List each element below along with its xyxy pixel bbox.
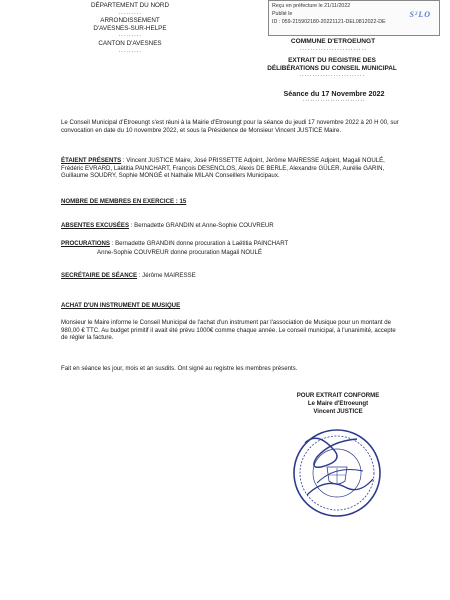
separator-dots: ········· xyxy=(118,32,142,40)
mayor-name: Vincent JUSTICE xyxy=(313,408,363,415)
publication-date: Publié le xyxy=(272,11,293,17)
slo-logo-icon: S²LO xyxy=(409,10,431,19)
header-administrative-block xyxy=(70,2,190,55)
separator-dots: ························· xyxy=(299,46,367,53)
commune-title: COMMUNE D'ETROEUNGT xyxy=(290,38,376,45)
secretary-label: SECRÉTAIRE DE SÉANCE xyxy=(61,272,138,279)
members-count-heading: NOMBRE DE MEMBRES EN EXERCICE : 15 xyxy=(61,198,187,205)
session-date-title: Séance du 17 Novembre 2022 xyxy=(283,89,385,98)
extract-title-line1: EXTRAIT DU REGISTRE DES xyxy=(288,57,376,64)
absent-members-label: ABSENTES EXCUSÉES xyxy=(61,222,130,229)
certified-extract-label: POUR EXTRAIT CONFORME xyxy=(296,392,380,399)
present-members-list: : Vincent JUSTICE Maire, José PRISSETTE Adjoint, Jérôme MAIRESSE Adjoint, Magali NOULÉ, Frédéric EVRARD, Laëtitia PAINCHART, François DESENCLOS, Alexis DE BERLE, Alexandre GÜLER, Aurélie GARIN, Guillaume SOUDRY, Sophie MONGÉ et Nathalie MILAN Conseillers Municipaux. xyxy=(61,157,385,179)
present-members-label: ÉTAIENT PRÉSENTS xyxy=(61,157,122,164)
proxies-paragraph xyxy=(61,240,403,248)
separator-dots: ········· xyxy=(118,9,142,17)
proxy-line-2: Anne-Sophie COUVREUR donne procuration Magali NOULÉ xyxy=(97,249,262,256)
signature-block xyxy=(268,392,408,416)
extract-title-block xyxy=(242,57,422,80)
deliberation-text: Monsieur le Maire informe le Conseil Municipal de l'achat d'un instrument par l'association de Musique pour un montant de 980,00 € TTC. Au budget primitif il avait été prévu 1000€ comme chaque année. Le conseil municipal, à l'unanimité, accepte de régler la facture. xyxy=(61,319,396,341)
closing-statement: Fait en séance les jour, mois et an susdits. Ont signé au registre les membres présents. xyxy=(61,365,298,372)
receipt-date: Reçu en préfecture le 21/11/2022 xyxy=(272,3,351,9)
secretary-paragraph xyxy=(61,272,403,280)
mayor-title: Le Maire d'Etroeungt xyxy=(307,400,369,407)
deliberation-title: ACHAT D'UN INSTRUMENT DE MUSIQUE xyxy=(61,302,181,309)
act-id: ID : 059-215902180-20221121-DEL0812022-DE xyxy=(272,19,386,25)
present-members-paragraph xyxy=(61,157,403,180)
separator-dots: ························· xyxy=(302,98,366,104)
arrondissement-name: D'AVESNES-SUR-HELPE xyxy=(93,24,167,32)
extract-title-line2: DÉLIBÉRATIONS DU CONSEIL MUNICIPAL xyxy=(267,64,397,72)
absent-members-paragraph xyxy=(61,222,403,230)
secretary-name: : Jérôme MAIRESSE xyxy=(137,272,196,279)
absent-members-list: : Bernadette GRANDIN et Anne-Sophie COUVREUR xyxy=(129,222,274,229)
separator-dots: ········· xyxy=(118,47,142,55)
mayor-seal-and-signature-icon xyxy=(287,421,387,521)
department-label: DÉPARTEMENT DU NORD xyxy=(90,2,170,9)
arrondissement-label: ARRONDISSEMENT xyxy=(100,17,160,25)
intro-paragraph: Le Conseil Municipal d'Etroeungt s'est réuni à la Mairie d'Etroeungt pour la séance du jeudi 17 novembre 2022 à 20 H 00, sur convocation en date du 10 novembre 2022, et sous la Présidence de Monsieur Vincent JUSTICE Maire. xyxy=(61,119,399,134)
separator-dots: ························· xyxy=(299,72,365,80)
prefecture-receipt-stamp xyxy=(268,0,440,36)
proxy-line-1: : Bernadette GRANDIN donne procuration à Laëtitia PAINCHART xyxy=(109,240,289,247)
proxies-label: PROCURATIONS xyxy=(61,240,110,247)
canton-label: CANTON D'AVESNES xyxy=(98,39,162,47)
commune-title-block xyxy=(248,38,418,54)
